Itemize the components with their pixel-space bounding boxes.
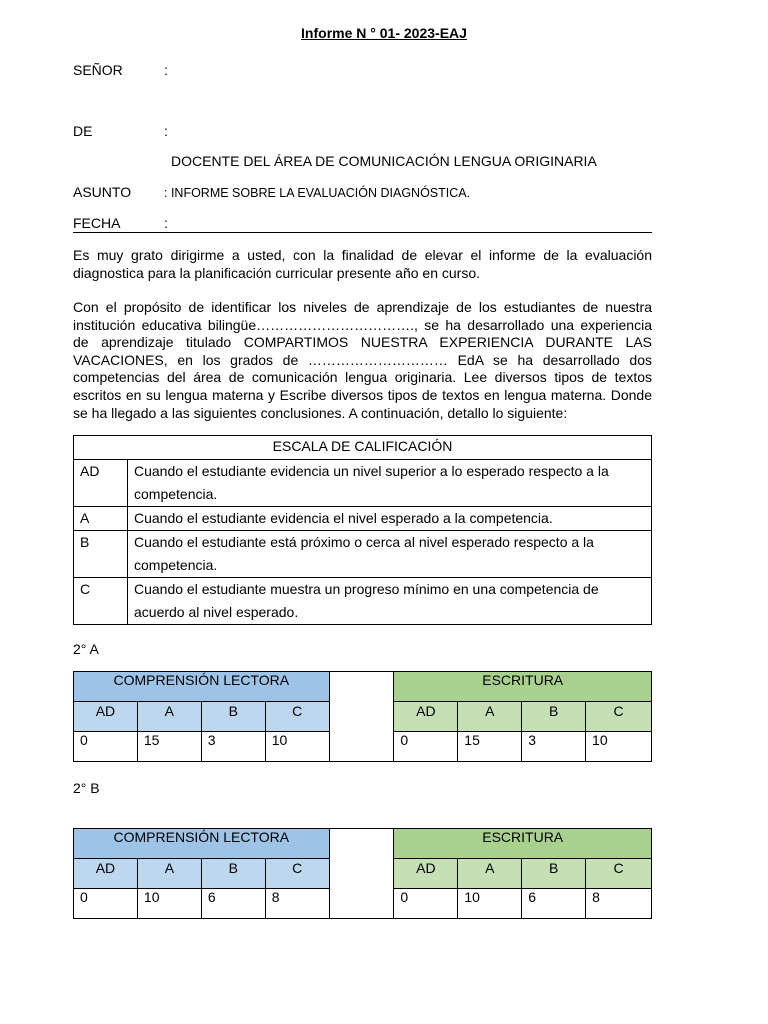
grade-label-2a: 2° A — [73, 641, 99, 657]
table-row — [74, 531, 652, 578]
writing-value: 0 — [394, 732, 458, 762]
reading-value: 8 — [265, 889, 329, 919]
de-label: DE — [73, 123, 93, 139]
reading-value: 6 — [201, 889, 265, 919]
writing-value: 15 — [458, 732, 522, 762]
reading-value: 0 — [74, 889, 138, 919]
writing-header: ESCRITURA — [394, 672, 652, 702]
report-title: Informe N ° 01- 2023-EAJ — [301, 25, 467, 41]
reading-level: AD — [74, 702, 138, 732]
asunto-label: ASUNTO — [73, 184, 132, 200]
de-colon: : — [164, 123, 168, 139]
writing-value: 0 — [394, 889, 458, 919]
results-table-2a — [73, 671, 652, 762]
writing-header: ESCRITURA — [394, 829, 652, 859]
reading-header: COMPRENSIÓN LECTORA — [74, 672, 330, 702]
reading-value: 10 — [137, 889, 201, 919]
reading-level: A — [137, 859, 201, 889]
writing-level: C — [586, 859, 652, 889]
senor-label: SEÑOR — [73, 62, 123, 78]
reading-level: A — [137, 702, 201, 732]
writing-value: 10 — [586, 732, 652, 762]
writing-level: AD — [394, 859, 458, 889]
intro-paragraph: Es muy grato dirigirme a usted, con la finalidad de elevar el informe de la evaluación diagnostica para la planificación curricular presente año en curso. — [73, 247, 652, 281]
scale-code: B — [74, 531, 128, 578]
results-table-2b — [73, 828, 652, 919]
grading-scale-table — [73, 435, 652, 625]
header-divider — [73, 232, 652, 233]
grade-label-2b: 2° B — [73, 780, 100, 796]
writing-value: 6 — [522, 889, 586, 919]
writing-level: B — [522, 859, 586, 889]
scale-description: Cuando el estudiante está próximo o cerca al nivel esperado respecto a la competencia. — [128, 531, 652, 578]
scale-description: Cuando el estudiante evidencia el nivel esperado a la competencia. — [128, 507, 652, 531]
table-row — [74, 578, 652, 625]
fecha-colon: : — [164, 215, 168, 231]
reading-level: C — [265, 859, 329, 889]
writing-value: 10 — [458, 889, 522, 919]
writing-level: B — [522, 702, 586, 732]
reading-value: 10 — [265, 732, 329, 762]
writing-level: C — [586, 702, 652, 732]
table-gap — [329, 829, 394, 919]
reading-header: COMPRENSIÓN LECTORA — [74, 829, 330, 859]
scale-description: Cuando el estudiante evidencia un nivel superior a lo esperado respecto a la competencia. — [128, 460, 652, 507]
table-row — [74, 507, 652, 531]
reading-level: AD — [74, 859, 138, 889]
reading-level: B — [201, 702, 265, 732]
scale-code: AD — [74, 460, 128, 507]
writing-level: A — [458, 702, 522, 732]
reading-value: 15 — [137, 732, 201, 762]
writing-level: AD — [394, 702, 458, 732]
reading-level: C — [265, 702, 329, 732]
table-gap — [329, 672, 394, 762]
grading-scale-title: ESCALA DE CALIFICACIÓN — [74, 436, 652, 460]
table-row — [74, 460, 652, 507]
purpose-paragraph: Con el propósito de identificar los niveles de aprendizaje de los estudiantes de nuestra institución educativa bilingüe……………………………., se ha desarrollado una experiencia de aprendizaje titulado COMPARTIMOS NUESTRA EXPERIENCIA DURANTE LAS VACACIONES, en los grados de ………………………… EdA se ha desarrollado dos competencias del área de comunicación lengua originaria. Lee diversos tipos de textos escritos en su lengua materna y Escribe diversos tipos de textos en lengua materna. Donde se ha llegado a las siguientes conclusiones. A continuación, detallo lo siguiente: — [73, 299, 652, 421]
writing-level: A — [458, 859, 522, 889]
writing-value: 8 — [586, 889, 652, 919]
scale-code: C — [74, 578, 128, 625]
senor-colon: : — [164, 62, 168, 78]
scale-description: Cuando el estudiante muestra un progreso mínimo en una competencia de acuerdo al nivel esperado. — [128, 578, 652, 625]
reading-value: 0 — [74, 732, 138, 762]
docente-line: DOCENTE DEL ÁREA DE COMUNICACIÓN LENGUA ORIGINARIA — [171, 153, 597, 169]
asunto-value: : INFORME SOBRE LA EVALUACIÓN DIAGNÓSTICA. — [164, 186, 471, 200]
reading-level: B — [201, 859, 265, 889]
writing-value: 3 — [522, 732, 586, 762]
scale-code: A — [74, 507, 128, 531]
fecha-label: FECHA — [73, 215, 121, 231]
reading-value: 3 — [201, 732, 265, 762]
